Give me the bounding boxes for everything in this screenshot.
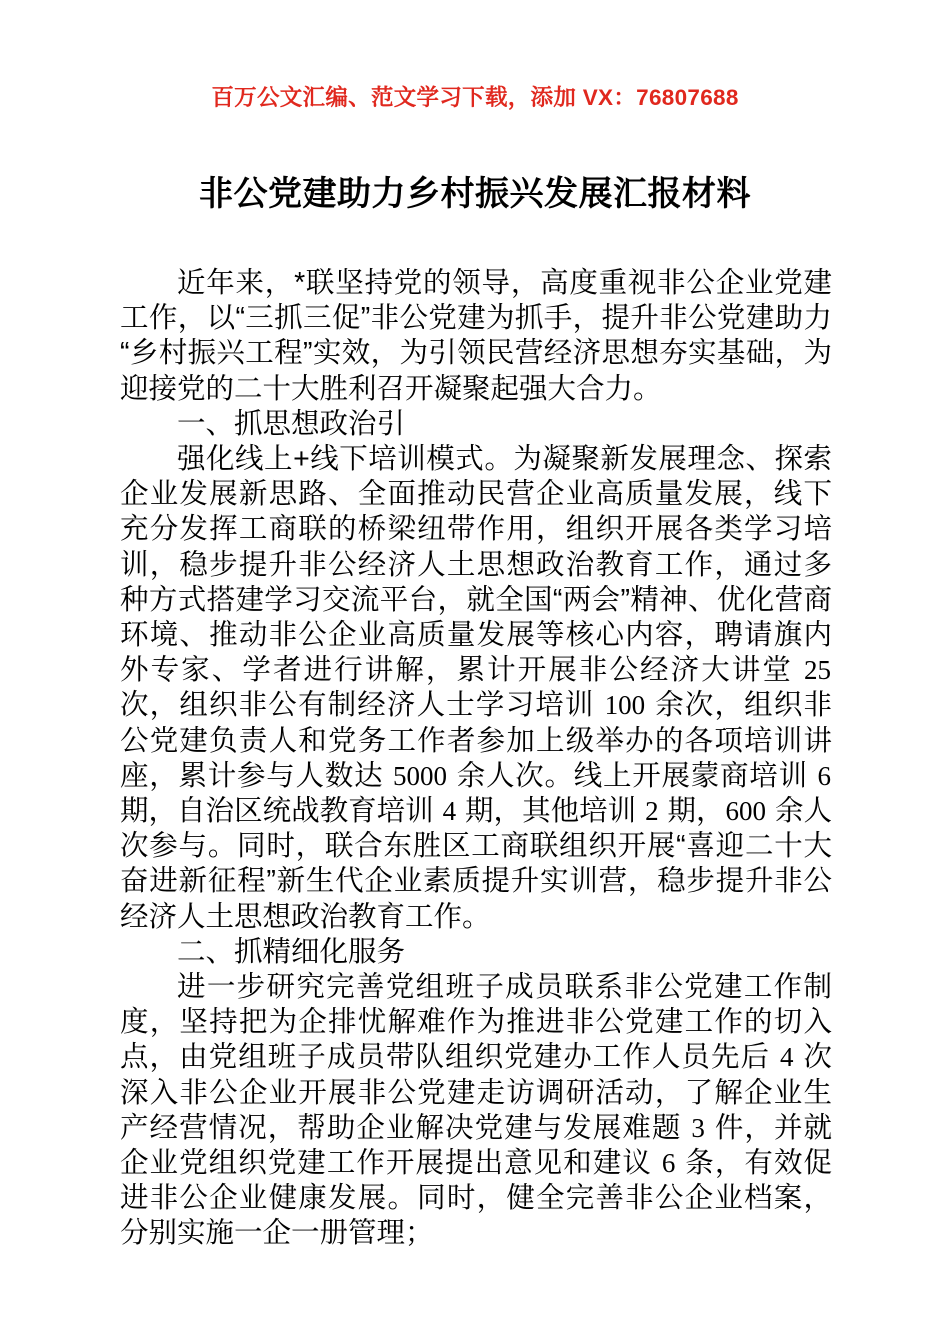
inline-number: 100 xyxy=(604,690,646,721)
paragraph-intro: 近年来，*联坚持党的领导，高度重视非公企业党建工作，以“三抓三促”非公党建为抓手，提升非公党建助力“乡村振兴工程”实效，为引领民营经济思想夯实基础，为迎接党的二十大胜利召开凝聚起强大合力。 xyxy=(120,267,832,405)
inline-number: 6 xyxy=(661,1148,676,1179)
promo-header-text: 百万公文汇编、范文学习下载，添加 VX：76807688 xyxy=(211,85,739,110)
section-heading-two: 二、抓精细化服务 xyxy=(177,935,406,968)
inline-number: 6 xyxy=(817,760,832,791)
paragraph-section-one-body: 强化线上+线下培训模式。为凝聚新发展理念、探索企业发展新思路、全面推动民营企业高质量发展，线下充分发挥工商联的桥梁纽带作用，组织开展各类学习培训，稳步提升非公经济人土思想政治教育工作，通过多种方式搭建学习交流平台，就全国“两会”精神、优化营商环境、推动非公企业高质量发展等核心内容，聘请旗内外专家、学者进行讲解，累计开展非公经济大讲堂 25 次，组织非公有制经济人士学习培训 100 余次，组织非公党建负责人和党务工作者参加上级举办的各项培训讲座，累计参与人数达 5000 余人次。线上开展蒙商培训 6 期，自治区统战教育培训 4 期，其他培训 2 期，600 余人次参与。同时，联合东胜区工商联组织开展“喜迎二十大 奋进新征程”新生代企业素质提升实训营，稳步提升非公经济人土思想政治教育工作。 xyxy=(120,443,832,933)
inline-number: 2 xyxy=(645,796,659,827)
inline-number: 4 xyxy=(442,796,457,827)
page-title: 非公党建助力乡村振兴发展汇报材料 xyxy=(199,175,751,213)
paragraph-section-two-body: 进一步研究完善党组班子成员联系非公党建工作制度，坚持把为企排忧解难作为推进非公党建工作的切入点，由党组班子成员带队组织党建办工作人员先后 4 次深入非公企业开展非公党建走访调研活动，了解企业生产经营情况，帮助企业解决党建与发展难题 3 件，并就企业党组织党建工作开展提出意见和建议 6 条，有效促进非公企业健康发展。同时，健全完善非公企业档案，分别实施一企一册管理； xyxy=(120,971,833,1250)
section-heading-one: 一、抓思想政治引 xyxy=(177,407,406,440)
inline-number: 25 xyxy=(804,655,831,686)
document-body xyxy=(120,266,832,1252)
inline-number: 3 xyxy=(691,1112,705,1143)
inline-number: 600 xyxy=(725,796,767,827)
inline-number: 5000 xyxy=(393,760,448,791)
inline-number: 4 xyxy=(780,1042,794,1073)
